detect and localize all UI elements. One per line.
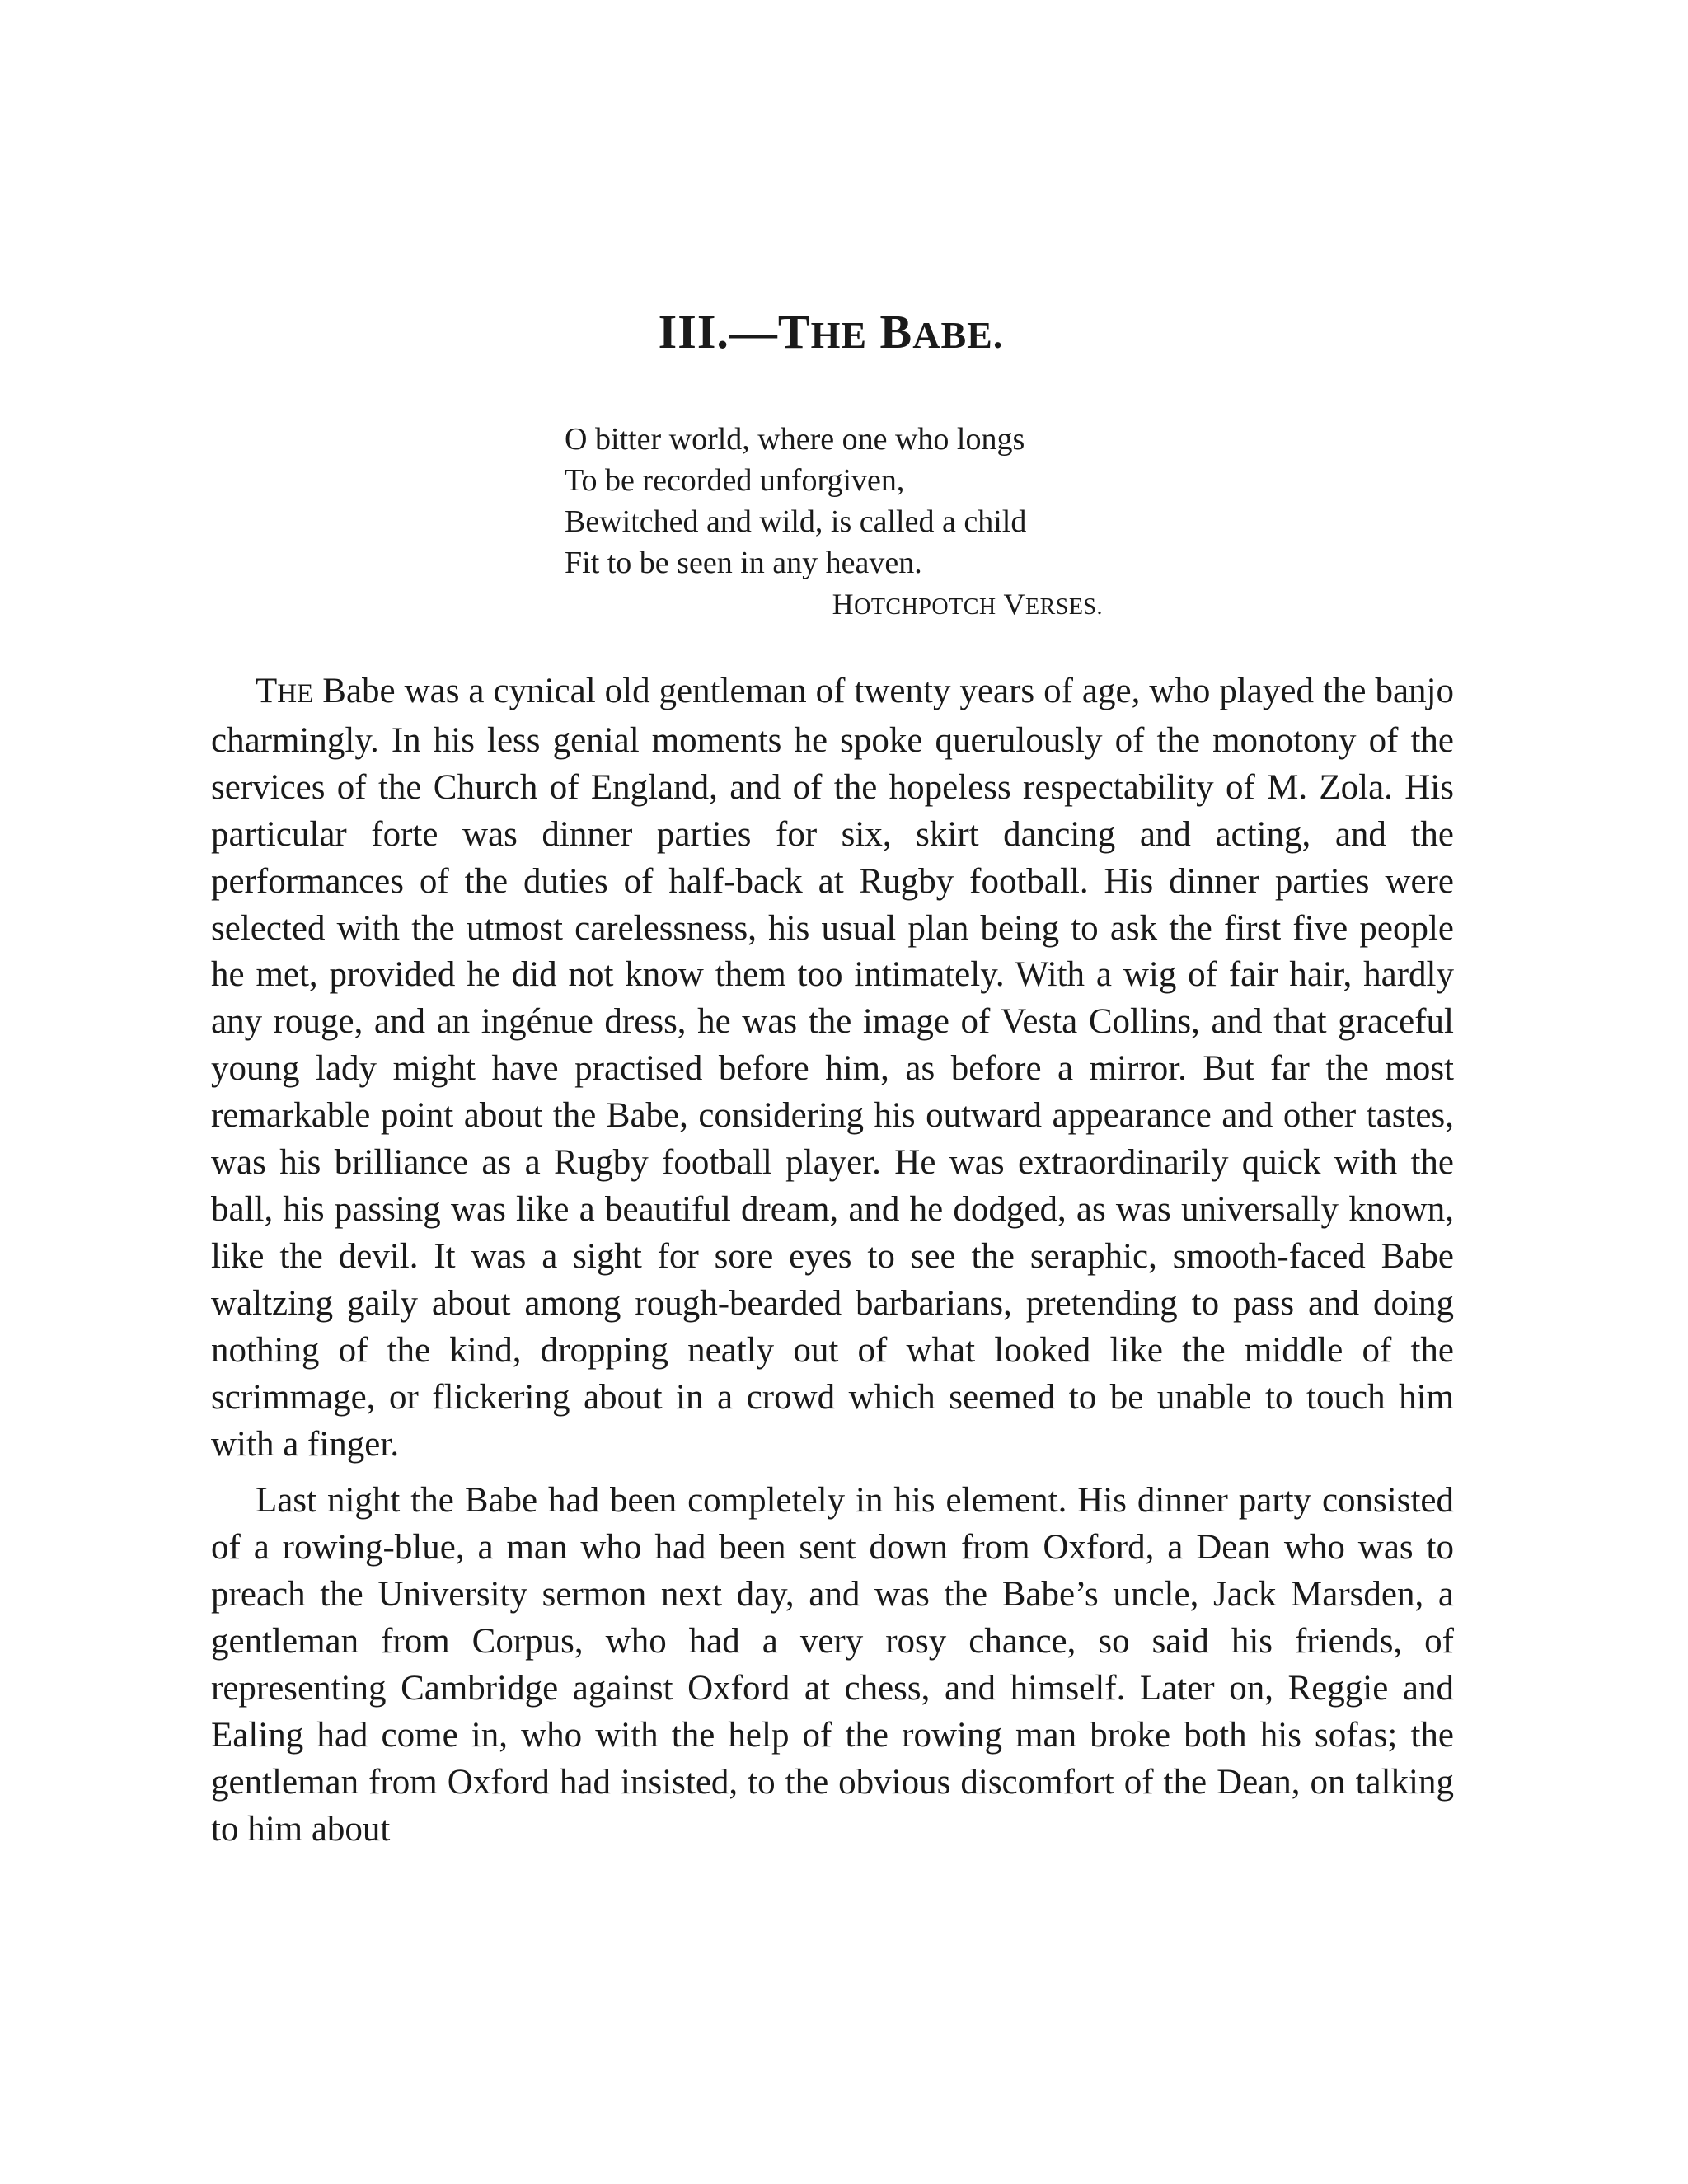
paragraph (211, 1478, 1454, 1853)
paragraph-text: Last night the Babe had been completely in his element. His dinner party consisted of a rowing-blue, a man who had been sent down from Oxford, a Dean who was to preach the University sermon next day, and was the Babe’s uncle, Jack Marsden, a gentleman from Corpus, who had a very rosy chance, so said his friends, of representing Cambridge against Oxford at chess, and himself. Later on, Reggie and Ealing had come in, who with the help of the rowing man broke both his sofas; the gentleman from Oxford had insisted, to the obvious discomfort of the Dean, on talking to him about (211, 1481, 1454, 1849)
title-cap-2: B (879, 305, 913, 359)
title-small-2: ABE. (912, 314, 1004, 356)
chapter-numeral: III.— (658, 305, 778, 359)
title-cap-1: T (777, 305, 811, 359)
title-small-1: HE (810, 314, 868, 356)
epigraph-line: O bitter world, where one who longs (565, 422, 1025, 457)
epigraph-line: Bewitched and wild, is called a child (565, 504, 1027, 539)
attribution-cap-1: H (832, 588, 855, 621)
epigraph (565, 419, 1109, 628)
attribution-cap-2: V (1003, 588, 1025, 621)
attribution-small-2: ERSES. (1025, 594, 1103, 620)
paragraph-text: Babe was a cynical old gentleman of twenty years of age, who played the banjo charmingly. In his less genial moments he spoke querulously of the monotony of the services of the Church of England, and of the hopeless respectability of M. Zola. His particular forte was dinner parties for six, skirt dancing and acting, and the performances of the duties of half-back at Rugby football. His dinner parties were selected with the utmost carelessness, his usual plan being to ask the first five people he met, provided he did not know them too intimately. With a wig of fair hair, hardly any rouge, and an ingénue dress, he was the image of Vesta Collins, and that graceful young lady might have practised before him, as before a mirror. But far the most remarkable point about the Babe, considering his outward appearance and other tastes, was his brilliance as a Rugby football player. He was extraordinarily quick with the ball, his passing was like a beautiful dream, and he dodged, as was universally known, like the devil. It was a sight for sore eyes to see the seraphic, smooth-faced Babe waltzing gaily about among rough-bearded barbarians, pretending to pass and doing nothing of the kind, dropping neatly out of what looked like the middle of the scrimmage, or flickering about in a crowd which seemed to be unable to touch him with a finger. (211, 672, 1454, 1464)
epigraph-line: To be recorded unforgiven, (565, 463, 905, 498)
lead-in (256, 672, 313, 710)
lead-in-small: HE (277, 679, 314, 709)
body-text (211, 668, 1454, 1863)
epigraph-attribution (565, 583, 1109, 628)
paragraph (211, 668, 1454, 1468)
attribution-small-1: OTCHPOTCH (854, 594, 996, 620)
chapter-title (0, 303, 1662, 361)
lead-in-cap: T (256, 672, 278, 710)
epigraph-line: Fit to be seen in any heaven. (565, 546, 922, 580)
